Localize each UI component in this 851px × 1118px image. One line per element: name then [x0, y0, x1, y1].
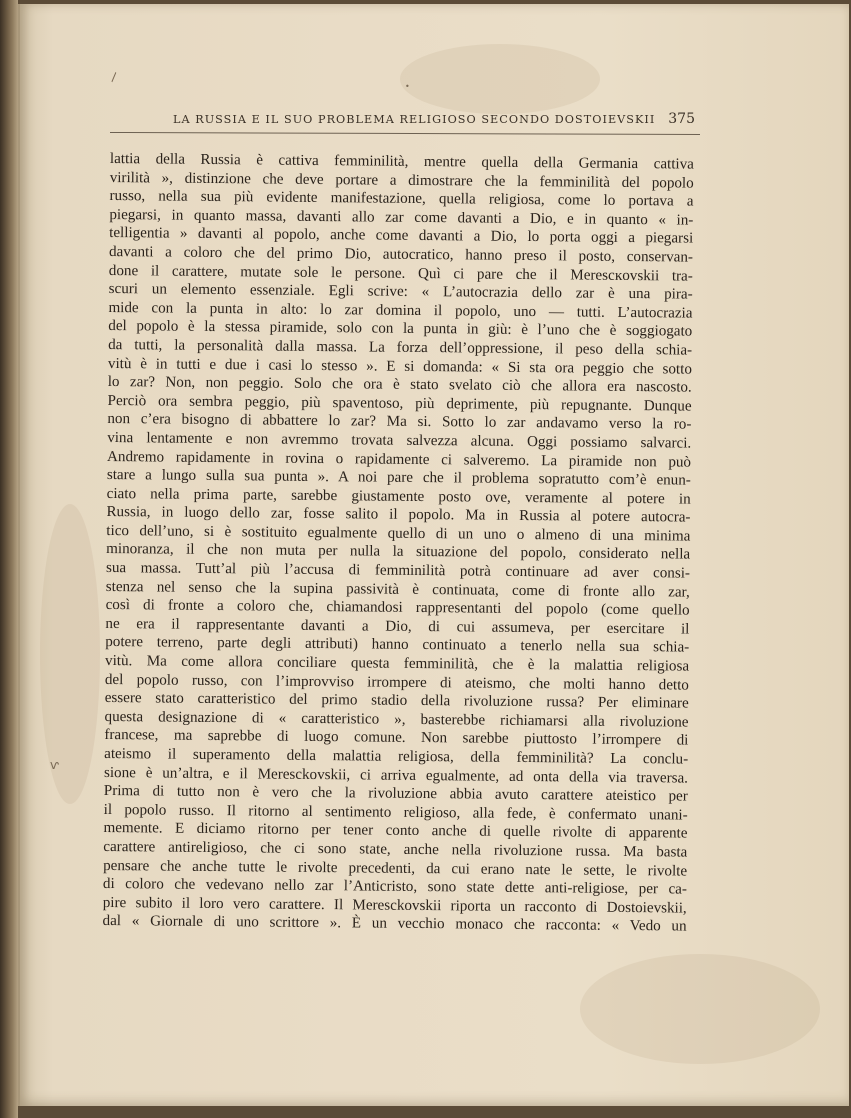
- text-line: del popolo è la stessa piramide, solo con la punta in giù: è l’uno che è soggiogato: [108, 318, 693, 340]
- text-line: memente. E diciamo ritorno per tener conto anche di quelle rivolte di apparente: [103, 820, 688, 842]
- text-line: pire subito il loro vero carattere. Il Meresckovskii riporta un racconto di Dostoievskii,: [102, 894, 687, 917]
- text-line: sione è un’altra, e il Meresckovskii, ci arriva egualmente, ad onta della via traversa.: [103, 764, 689, 787]
- text-line: stare a lungo sulla sua punta ». A noi pare che il problema sopratutto com’è enun-: [106, 467, 691, 489]
- text-line: così di fronte a coloro che, chiamandosi rappresentanti del popolo (come quello: [105, 597, 690, 619]
- text-line: da tutti, la personalità dalla massa. La forza dell’oppressione, il peso della schia-: [108, 336, 693, 359]
- text-line: davanti a coloro che del primo Dio, autocratico, hanno preso il posto, conservan-: [108, 243, 694, 266]
- text-line: Andremo rapidamente in rovina o rapidamente ci salveremo. La piramide non può: [106, 448, 692, 471]
- text-line: francese, ma saprebbe di luogo comune. Non sarebbe piuttosto l’irrompere di: [104, 727, 689, 749]
- pencil-mark: \: [107, 70, 121, 84]
- running-title: LA RUSSIA E IL SUO PROBLEMA RELIGIOSO SECONDO DOSTOIEVSKII: [173, 113, 656, 126]
- body-text: [103, 150, 694, 937]
- paper-stain: [580, 954, 820, 1064]
- ink-dot: •: [405, 82, 410, 91]
- text-line: minoranza, il che non muta per nulla la situazione del popolo, considerato nella: [106, 541, 691, 564]
- text-line: telligentia » davanti al popolo, anche come davanti a Dio, lo porta oggi a piegarsi: [109, 225, 694, 247]
- text-line: piegarsi, in quanto massa, davanti allo zar come davanti a Dio, e in quanto « in-: [109, 206, 694, 229]
- text-line: scuri un elemento essenziale. Egli scrive: « L’autocrazia dello zar è una pira-: [108, 281, 693, 303]
- text-line: questa designazione di « caratteristico », basterebbe richiamarsi alla rivoluzione: [104, 708, 689, 731]
- text-line: ne era il rappresentante davanti a Dio, di cui assumeva, per esercitare il: [105, 615, 690, 638]
- book-binding-edge: [0, 0, 18, 1118]
- text-line: essere stato caratteristico del primo stadio della rivoluzione russa? Per eliminare: [104, 690, 689, 712]
- text-line: sua massa. Tutt’al più l’accusa di femminilità potrà continuare ad aver consi-: [105, 560, 691, 582]
- text-line: done il carattere, mutate sole le persone. Quì ci pare che il Merescĸovskii tra-: [108, 262, 693, 285]
- text-line: il popolo russo. Il ritorno al sentimento religioso, alla fede, è confermato unani-: [103, 801, 688, 824]
- text-line: ciato nella prima parte, sarebbe giustamente posto ove, veramente al potere in: [106, 485, 691, 508]
- text-line: tico dell’uno, si è sostituito egualmente quello di un uno o almeno di una minima: [106, 522, 691, 545]
- text-line: vina lentamente e non avremmo trovata salvezza alcuna. Oggi possiamo salvarci.: [107, 429, 692, 452]
- text-line: non c’era bisogno di abbattere lo zar? Ma si. Sotto lo zar andavamo verso la ro-: [107, 411, 692, 433]
- page-number: 375: [668, 111, 695, 127]
- text-line: virilità », distinzione che deve portare a dimostrare che la femminilità del popolo: [109, 169, 694, 192]
- text-line: mide con la punta in alto: lo zar domina il popolo, uno — tutti. L’autocrazia: [108, 299, 693, 322]
- text-line: pensare che anche tutte le rivolte precedenti, da cui erano nate le sette, le rivolte: [103, 857, 688, 880]
- text-line: lo zar? Non, non peggio. Solo che ora è stato svelato ciò che allora era nascosto.: [107, 374, 692, 396]
- text-line: ateismo il superamento della malattia religiosa, della femminilità? La conclu-: [104, 745, 689, 768]
- paper-stain: [400, 44, 600, 114]
- text-line: potere terreno, parte degli attributi) hanno continuato a tenerlo nella sua schia-: [105, 634, 690, 657]
- pencil-mark: ⱱ: [50, 758, 59, 772]
- text-line: Russia, in luogo dello zar, fosse salito il popolo. Ma in Russia al potere autocra-: [106, 504, 691, 526]
- text-line: Perciò ora sembra peggio, più spaventoso, più deprimente, più repugnante. Dunque: [107, 392, 692, 415]
- text-line: vitù. Ma come allora conciliare questa femminilità, che è la malattia religiosa: [105, 653, 690, 675]
- text-line: Prima di tutto non è vero che la rivoluzione abbia avuto carattere ateistico per: [103, 783, 688, 805]
- text-line: stenza nel senso che la supina passività è continuata, come di fronte allo zar,: [105, 578, 690, 601]
- text-line: carattere antireligioso, che ci sono state, anche nella rivoluzione russa. Ma basta: [103, 838, 688, 861]
- text-line: lattia della Russia è cattiva femminilità, mentre quella della Germania cattiva: [109, 150, 694, 173]
- running-head: [155, 111, 695, 131]
- text-line: vitù è in tutti e due i casi lo stesso ». E si domanda: « Si sta ora peggio che sotto: [107, 355, 693, 378]
- text-line: dal « Giornale di uno scrittore ». È un vecchio monaco che racconta: « Vedo un: [102, 913, 687, 935]
- text-line: russo, nella sua più evidente manifestazione, quella religiosa, come lo portava a: [109, 188, 694, 210]
- text-line: di coloro che vedevano nello zar l’Anticristo, sono state dette anti-religiose, per ca-: [102, 876, 688, 898]
- paper-stain: [40, 504, 100, 804]
- text-line: del popolo russo, con l’improvviso irrompere di ateismo, che molti hanno detto: [104, 671, 689, 694]
